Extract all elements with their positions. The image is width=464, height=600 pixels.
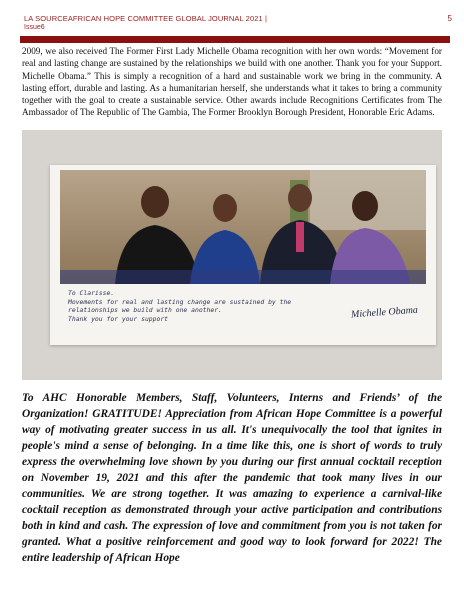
signed-photo-card [50,165,436,345]
family-portrait-image [60,170,426,284]
intro-paragraph: 2009, we also received The Former First Lady Michelle Obama recognition with her own words: “Movement for real and lasting change are sustained by the relationships we build with one another. Thank you for your Support. Michelle Obama.” This is simply a recognition of a hard and sustainable work we bring in the community. A lasting effort, durable and lasting. As a humanitarian herself, she understands what it takes to bring a community together with the goal to create a sustainable service. Other awards include Recognitions Certificates from The Ambassador of The Republic of The Gambia, The Former Brooklyn Borough President, Honorable Eric Adams. [22,46,442,118]
note-line: relationships we build with one another. [68,306,222,315]
issue-label: Issue6 [24,24,45,31]
header-divider [20,36,450,43]
journal-title: LA SOURCEAFRICAN HOPE COMMITTEE GLOBAL JOURNAL 2021 | [24,14,267,23]
gratitude-paragraph: To AHC Honorable Members, Staff, Volunteers, Interns and Friends’ of the Organization! GRATITUDE! Appreciation from African Hope Committee is a powerful way of motivating greater success in us all. It's unequivocally the tool that ignites in people's mind a sense of belonging. In a time like this, one is short of words to truly express the overwhelming love shown by you during our first annual cocktail reception on November 19, 2021 and this after the pandemic that took many lives in our communities. We are strong together. It was amazing to experience a carnival-like cocktail reception as demonstrated through your active participation and contributions both in kind and cash. The expression of love and commitment from you is not taken for granted. What a positive reinforcement and good way to look forward for 2022! The entire leadership of African Hope [22,392,442,564]
page-header [24,14,452,31]
page-number: 5 [447,14,452,23]
photo-frame [22,130,442,380]
note-line: Thank you for your support [68,314,169,323]
signature: Michelle Obama [350,304,419,321]
note-line: To Clarisse. [68,289,115,297]
handwritten-note [68,289,318,323]
note-line: Movements for real and lasting change are sustained by the [68,297,292,306]
